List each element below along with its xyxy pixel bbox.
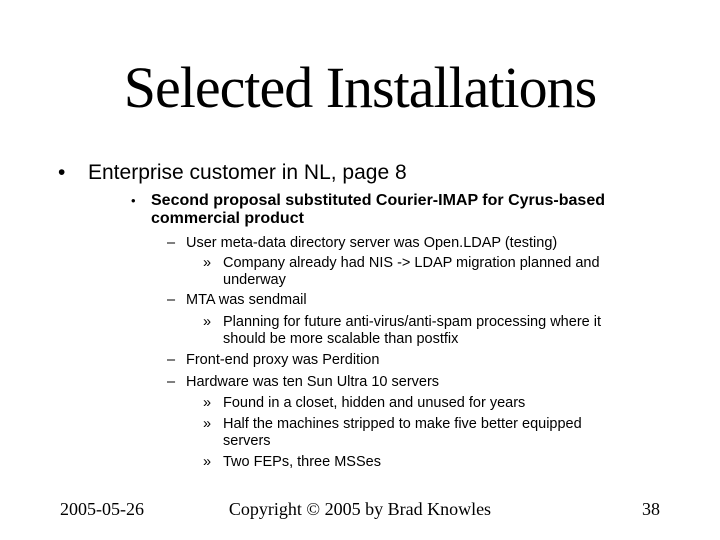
bullet-level4-text-continued: underway (223, 272, 286, 288)
bullet-level4-text: Half the machines stripped to make five better equipped (223, 416, 582, 432)
dash-marker: – (167, 352, 176, 368)
bullet-level4-text: Company already had NIS -> LDAP migration planned and (223, 255, 600, 271)
chevron-marker: » (203, 416, 212, 432)
bullet-level2-text-continued: commercial product (151, 210, 304, 227)
dash-marker: – (167, 374, 176, 390)
footer-date: 2005-05-26 (60, 499, 144, 519)
bullet-level3-text: Front-end proxy was Perdition (186, 352, 380, 368)
chevron-marker: » (203, 255, 212, 271)
bullet-level3-text: MTA was sendmail (186, 292, 307, 308)
chevron-marker: » (203, 454, 212, 470)
bullet-level2-text: Second proposal substituted Courier-IMAP for Cyrus-based (151, 192, 605, 209)
bullet-level3-text: User meta-data directory server was Open.LDAP (testing) (186, 235, 558, 251)
dash-marker: – (167, 292, 176, 308)
chevron-marker: » (203, 314, 212, 330)
bullet-level4-text-continued: servers (223, 433, 271, 449)
bullet-marker: • (58, 161, 66, 184)
footer-page-number: 38 (642, 499, 660, 519)
bullet-level4-text: Two FEPs, three MSSes (223, 454, 381, 470)
bullet-level4-text: Planning for future anti-virus/anti-spam processing where it (223, 314, 601, 330)
bullet-level4-text: Found in a closet, hidden and unused for years (223, 395, 526, 411)
bullet-level1-text: Enterprise customer in NL, page 8 (88, 161, 407, 184)
chevron-marker: » (203, 395, 212, 411)
slide-title: Selected Installations (123, 55, 597, 120)
footer-copyright: Copyright © 2005 by Brad Knowles (228, 499, 492, 519)
dash-marker: – (167, 235, 176, 251)
bullet-marker: • (131, 193, 136, 208)
bullet-level4-text-continued: should be more scalable than postfix (223, 331, 459, 347)
bullet-level3-text: Hardware was ten Sun Ultra 10 servers (186, 374, 440, 390)
